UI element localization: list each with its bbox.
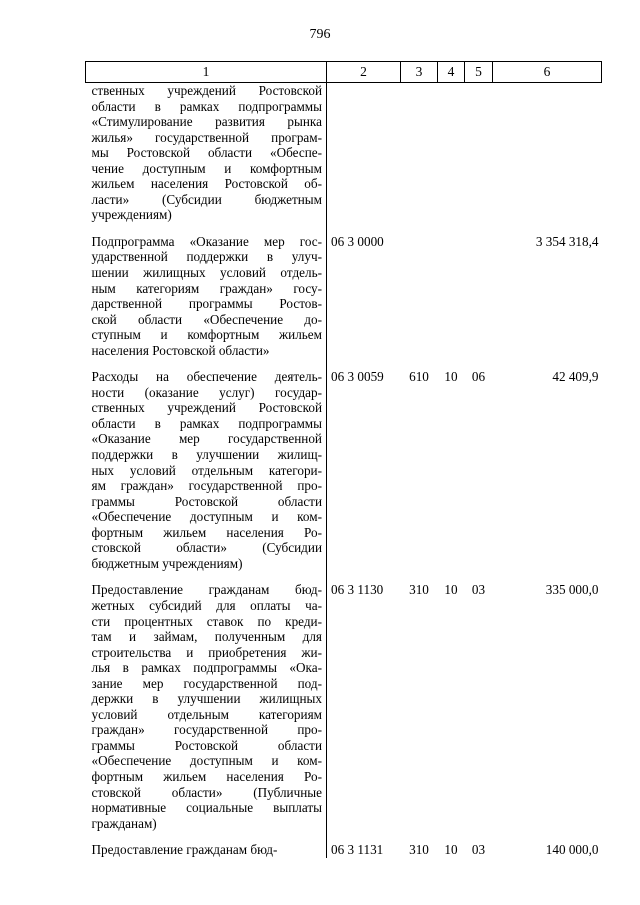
description-line: шении жилищных условий отдель- (91, 265, 322, 281)
column-header-5: 5 (465, 62, 493, 83)
spacer-cell (401, 358, 438, 369)
column-header-4: 4 (438, 62, 465, 83)
expense-type-cell: 310 (409, 842, 429, 858)
description-line: Расходы на обеспечение деятель- (91, 369, 322, 385)
description-line: жетных субсидий для оплаты ча- (91, 597, 322, 613)
spacer-cell (327, 571, 401, 582)
section-cell: 10 (444, 842, 458, 858)
description-line: «Обеспечение доступным и ком- (91, 509, 322, 525)
row-spacer (86, 358, 602, 369)
row-spacer (86, 831, 602, 842)
table-row (86, 83, 602, 223)
table-row (86, 369, 602, 571)
description-line: ступным и комфортным жильем (91, 327, 322, 343)
description-line: области в рамках подпрограммы (91, 98, 322, 114)
table-row (86, 842, 602, 858)
amount-cell: 42 409,9 (552, 369, 599, 385)
description-line: ственных учреждений Ростовской (91, 83, 322, 98)
expense-type-cell (401, 83, 438, 223)
description-cell (86, 842, 327, 858)
description-cell (86, 369, 327, 571)
section-cell (438, 234, 465, 358)
description-line: гражданам) (91, 815, 157, 831)
description-line: ударственной поддержки в улуч- (91, 249, 322, 265)
description-line: лья в рамках подпрограммы «Ока- (91, 660, 322, 676)
subsection-cell: 06 (471, 369, 486, 385)
description-line: Предоставление гражданам бюд- (91, 582, 322, 598)
description-line: стовской области» (Публичные (91, 784, 322, 800)
expense-type-cell (401, 234, 438, 358)
description-cell (86, 582, 327, 831)
description-line: стовской области» (Субсидии (91, 540, 322, 556)
description-cell (86, 234, 327, 358)
description-line: жилья» государственной програм- (91, 129, 322, 145)
spacer-cell (493, 223, 602, 234)
target-code-cell (327, 83, 401, 223)
spacer-cell (438, 571, 465, 582)
description-line: жильем населения Ростовской об- (91, 176, 322, 192)
description-line: граждан» государственной про- (91, 722, 322, 738)
spacer-cell (493, 831, 602, 842)
description-line: области в рамках подпрограммы (91, 415, 322, 431)
amount-cell (493, 83, 602, 223)
row-spacer (86, 571, 602, 582)
description-line: дарственной программы Ростов- (91, 296, 322, 312)
spacer-cell (86, 223, 327, 234)
spacer-cell (493, 358, 602, 369)
description-line: учреждениям) (91, 207, 172, 223)
description-line: фортным жильем населения Ро- (91, 524, 322, 540)
table-body (86, 83, 602, 858)
page-number: 796 (309, 27, 331, 42)
spacer-cell (465, 358, 493, 369)
table-header-row (86, 62, 602, 83)
description-line: ности (оказание услуг) государ- (91, 384, 322, 400)
description-line: мы Ростовской области «Обеспе- (91, 145, 322, 161)
expense-type-cell: 610 (409, 369, 429, 385)
description-line: Предоставление гражданам бюд- (91, 842, 278, 858)
column-header-1: 1 (86, 62, 327, 83)
description-line: нормативные социальные выплаты (91, 800, 322, 816)
spacer-cell (327, 831, 401, 842)
subsection-cell (465, 83, 493, 223)
spacer-cell (493, 571, 602, 582)
description-line: граммы Ростовской области (91, 493, 322, 509)
description-line: ным категориям граждан» госу- (91, 280, 322, 296)
description-line: фортным жильем населения Ро- (91, 768, 322, 784)
description-line: ласти» (Субсидии бюджетным (91, 191, 322, 207)
spacer-cell (86, 831, 327, 842)
description-line: поддержки в улучшении жилищ- (91, 447, 322, 463)
description-line: «Оказание мер государственной (91, 431, 322, 447)
spacer-cell (465, 571, 493, 582)
target-code-cell: 06 3 0059 (331, 369, 384, 385)
description-line: сти процентных ставок по креди- (91, 613, 322, 629)
spacer-cell (327, 223, 401, 234)
section-cell (438, 83, 465, 223)
amount-cell: 140 000,0 (545, 842, 599, 858)
description-cell (86, 83, 327, 223)
spacer-cell (401, 831, 438, 842)
subsection-cell: 03 (471, 842, 486, 858)
description-line: ской области «Обеспечение до- (91, 311, 322, 327)
amount-cell: 335 000,0 (545, 582, 599, 598)
description-line: граммы Ростовской области (91, 737, 322, 753)
subsection-cell: 03 (471, 582, 486, 598)
section-cell: 10 (444, 369, 458, 385)
target-code-cell: 06 3 1130 (331, 582, 384, 598)
spacer-cell (86, 571, 327, 582)
target-code-cell: 06 3 1131 (331, 842, 384, 858)
section-cell: 10 (444, 582, 458, 598)
spacer-cell (438, 831, 465, 842)
table-row (86, 234, 602, 358)
description-line: чение доступным и комфортным (91, 160, 322, 176)
spacer-cell (465, 223, 493, 234)
spacer-cell (401, 223, 438, 234)
spacer-cell (438, 358, 465, 369)
description-line: зание мер государственной под- (91, 675, 322, 691)
description-line: Подпрограмма «Оказание мер гос- (91, 233, 322, 249)
spacer-cell (401, 571, 438, 582)
description-line: условий отдельным категориям (91, 706, 322, 722)
column-header-6: 6 (493, 62, 602, 83)
table-row (86, 582, 602, 831)
row-spacer (86, 223, 602, 234)
subsection-cell (465, 234, 493, 358)
description-line: ственных учреждений Ростовской (91, 400, 322, 416)
target-code-cell: 06 3 0000 (331, 233, 384, 249)
spacer-cell (86, 358, 327, 369)
budget-table (85, 61, 602, 858)
description-line: держки в улучшении жилищных (91, 691, 322, 707)
description-line: «Стимулирование развития рынка (91, 114, 322, 130)
spacer-cell (327, 358, 401, 369)
budget-table-wrapper (85, 61, 601, 858)
spacer-cell (465, 831, 493, 842)
column-header-2: 2 (327, 62, 401, 83)
expense-type-cell: 310 (409, 582, 429, 598)
column-header-3: 3 (401, 62, 438, 83)
description-line: строительства и приобретения жи- (91, 644, 322, 660)
description-line: «Обеспечение доступным и ком- (91, 753, 322, 769)
description-line: ных условий отдельным категори- (91, 462, 322, 478)
amount-cell: 3 354 318,4 (535, 233, 599, 249)
description-line: населения Ростовской области» (91, 342, 270, 358)
spacer-cell (438, 223, 465, 234)
description-line: бюджетным учреждениям) (91, 555, 243, 571)
description-line: там и займам, полученным для (91, 629, 322, 645)
description-line: ям граждан» государственной про- (91, 478, 322, 494)
